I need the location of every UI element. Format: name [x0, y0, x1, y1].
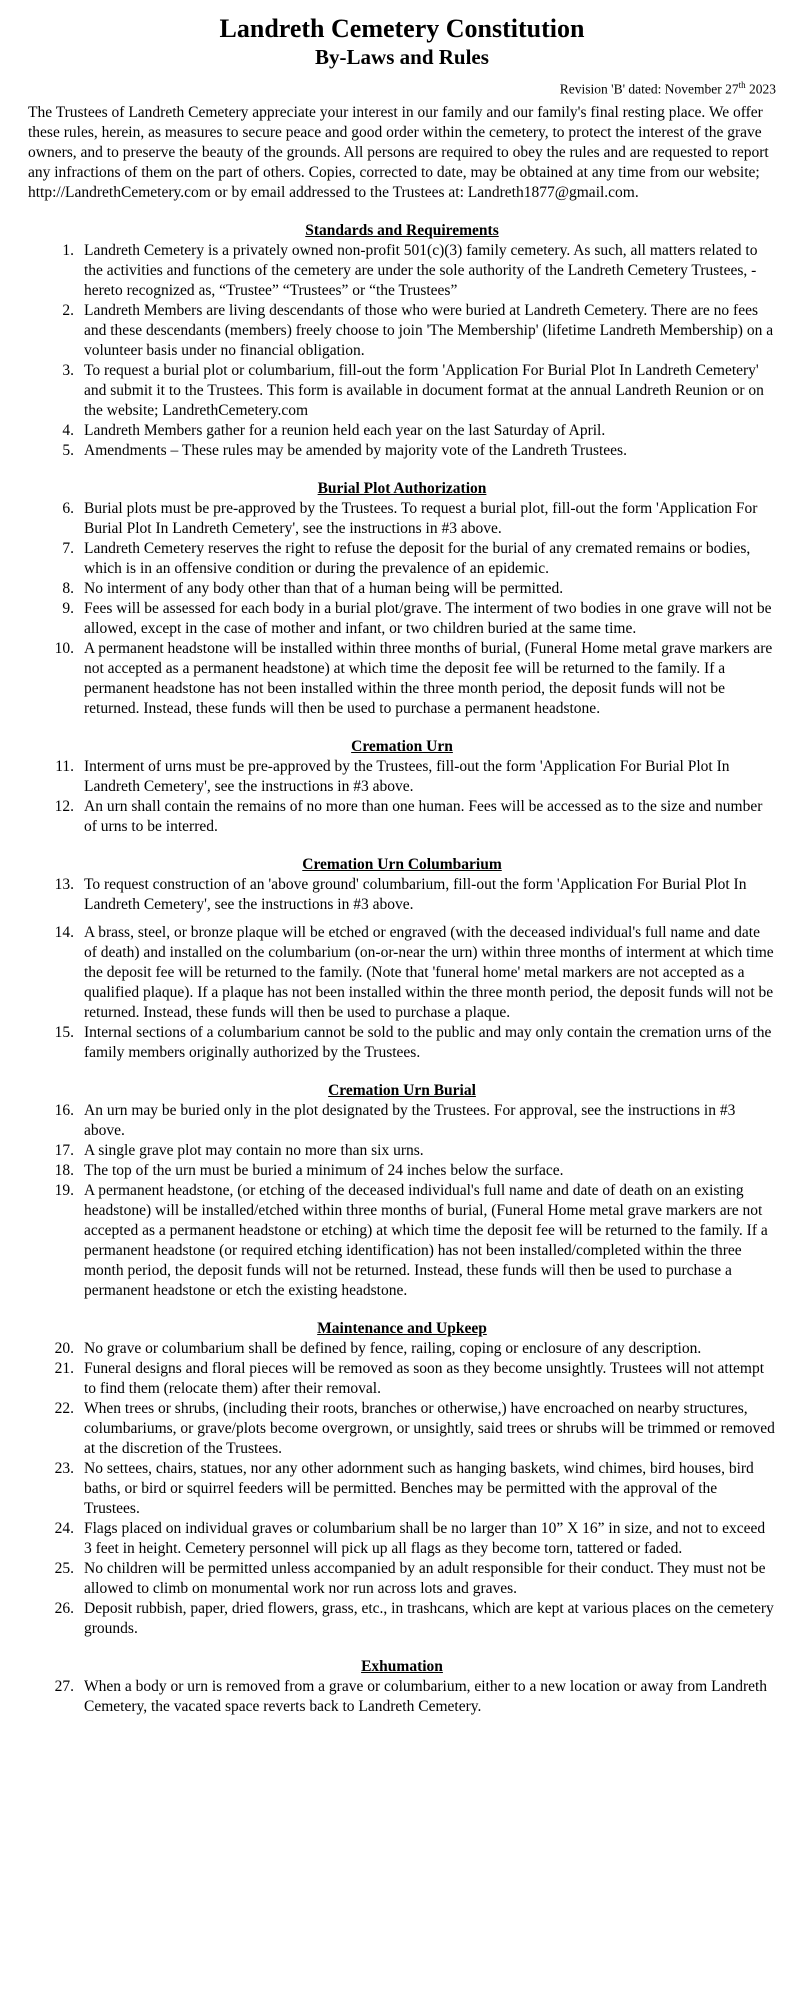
rule-item [28, 639, 776, 719]
rule-number: 24. [54, 1519, 74, 1537]
rule-text: An urn may be buried only in the plot designated by the Trustees. For approval, see the instructions in #3 above. [84, 1101, 736, 1139]
rule-item [28, 301, 776, 361]
revision-year: 2023 [745, 81, 776, 97]
rule-text: Funeral designs and floral pieces will be removed as soon as they become unsightly. Trustees will not attempt to find them (relocate them) after their removal. [84, 1359, 765, 1397]
revision-line [28, 76, 776, 99]
rule-number: 19. [54, 1181, 74, 1199]
rule-text: Flags placed on individual graves or columbarium shall be no larger than 10” X 16” in size, and not to exceed 3 feet in height. Cemetery personnel will pick up all flags as they become torn, tattered or faded. [84, 1519, 766, 1557]
rule-number: 10. [54, 639, 74, 657]
rules-list [28, 1101, 776, 1301]
rule-number: 11. [55, 757, 74, 775]
rule-text: Interment of urns must be pre-approved by the Trustees, fill-out the form 'Application For Burial Plot In Landreth Cemetery', see the instructions in #3 above. [84, 757, 730, 795]
rule-item [28, 441, 776, 461]
rule-item [28, 579, 776, 599]
document-title: Landreth Cemetery Constitution [219, 14, 585, 43]
rule-text: Landreth Cemetery is a privately owned non-profit 501(c)(3) family cemetery. As such, all matters related to the activities and functions of the cemetery are under the sole authority of the Landreth Cemetery Trustees, - hereto recognized as, “Trustee” “Trustees” or “the Trustees” [84, 241, 758, 299]
rule-text: Deposit rubbish, paper, dried flowers, grass, etc., in trashcans, which are kept at various places on the cemetery grounds. [84, 1599, 774, 1637]
rule-item [28, 1599, 776, 1639]
rule-number: 13. [54, 875, 74, 893]
rule-item [28, 1359, 776, 1399]
rule-item [28, 1559, 776, 1599]
rule-item [28, 1023, 776, 1063]
rule-number: 17. [54, 1141, 74, 1159]
rule-item [28, 1677, 776, 1717]
revision-text: Revision 'B' dated: November 27 [559, 81, 739, 97]
rule-text: A brass, steel, or bronze plaque will be etched or engraved (with the deceased individual's full name and date of death) and installed on the columbarium (on-or-near the urn) within three months of interment at which time the deposit fee will be returned to the family. (Note that 'funeral home' metal markers are not accepted as a qualified plaque). If a plaque has not been installed within the three month period, the deposit funds will not be returned. Instead, these funds will then be used to purchase a plaque. [84, 923, 774, 1021]
rule-text: A permanent headstone, (or etching of the deceased individual's full name and date of death on an existing headstone) will be installed/etched within three months of burial, (Funeral Home metal grave markers are not accepted as a permanent headstone or etching) at which time the deposit fee will be returned to the family. If a permanent headstone (or required etching identification) has not been installed/completed within the three month period, the deposit funds will not be returned. Instead, these funds will then be used to purchase a permanent headstone or etch the existing headstone. [84, 1181, 768, 1299]
rule-text: When a body or urn is removed from a grave or columbarium, either to a new location or away from Landreth Cemetery, the vacated space reverts back to Landreth Cemetery. [84, 1677, 768, 1715]
rule-number: 14. [54, 923, 74, 941]
rule-number: 20. [54, 1339, 74, 1357]
rule-text: Landreth Members are living descendants of those who were buried at Landreth Cemetery. There are no fees and these descendants (members) freely choose to join 'The Membership' (lifetime Landreth Membership) on a volunteer basis under no financial obligation. [84, 301, 774, 359]
rule-item [28, 1399, 776, 1459]
section-heading: Maintenance and Upkeep [317, 1319, 487, 1337]
rule-text: Burial plots must be pre-approved by the Trustees. To request a burial plot, fill-out the form 'Application For Burial Plot In Landreth Cemetery', see the instructions in #3 above. [84, 499, 758, 537]
rule-item [28, 1101, 776, 1141]
rule-text: Landreth Cemetery reserves the right to refuse the deposit for the burial of any cremated remains or bodies, which is in an offensive condition or during the prevalence of an epidemic. [84, 539, 751, 577]
rule-text: Internal sections of a columbarium cannot be sold to the public and may only contain the cremation urns of the family members originally authorized by the Trustees. [84, 1023, 772, 1061]
revision-superscript: th [738, 80, 746, 90]
rule-number: 25. [54, 1559, 74, 1577]
rule-number: 27. [54, 1677, 74, 1695]
sections-container [28, 221, 776, 1717]
rule-number: 21. [54, 1359, 74, 1377]
document-subtitle: By-Laws and Rules [315, 45, 489, 69]
section-heading: Cremation Urn Columbarium [302, 855, 502, 873]
rule-number: 5. [62, 441, 74, 459]
rule-item [28, 1161, 776, 1181]
rules-list [28, 757, 776, 837]
rule-text: Fees will be assessed for each body in a burial plot/grave. The interment of two bodies in one grave will not be allowed, except in the case of mother and infant, or two children buried at the same time. [84, 599, 772, 637]
rule-number: 7. [62, 539, 74, 557]
rules-list [28, 241, 776, 461]
rule-item [28, 361, 776, 421]
section-heading: Cremation Urn Burial [328, 1081, 476, 1099]
rule-item [28, 757, 776, 797]
rule-number: 12. [54, 797, 74, 815]
rule-number: 22. [54, 1399, 74, 1417]
rule-text: A permanent headstone will be installed within three months of burial, (Funeral Home metal grave markers are not accepted as a permanent headstone) at which time the deposit fee will be returned to the family. If a permanent headstone has not been installed within the three month period, the deposit funds will not be returned. Instead, these funds will then be used to purchase a permanent headstone. [84, 639, 773, 717]
rule-text: To request construction of an 'above ground' columbarium, fill-out the form 'Application For Burial Plot In Landreth Cemetery', see the instructions in #3 above. [84, 875, 747, 913]
section-heading: Standards and Requirements [305, 221, 499, 239]
rules-list [28, 875, 776, 1063]
section-heading: Cremation Urn [351, 737, 453, 755]
rule-number: 6. [62, 499, 74, 517]
rule-number: 16. [54, 1101, 74, 1119]
rule-text: A single grave plot may contain no more than six urns. [84, 1141, 424, 1159]
rule-number: 18. [54, 1161, 74, 1179]
rule-item [28, 499, 776, 539]
rule-item [28, 1141, 776, 1161]
rule-number: 1. [62, 241, 74, 259]
rule-text: No interment of any body other than that of a human being will be permitted. [84, 579, 564, 597]
rules-list [28, 499, 776, 719]
intro-paragraph: The Trustees of Landreth Cemetery appreciate your interest in our family and our family's final resting place. We offer these rules, herein, as measures to secure peace and good order within the cemetery, to protect the interest of the grave owners, and to preserve the beauty of the grounds. All persons are required to obey the rules and are requested to report any infractions of them on the part of others. Copies, corrected to date, may be obtained at any time from our website; http://LandrethCemetery.com or by email addressed to the Trustees at: Landreth1877@gmail.com. [28, 103, 769, 201]
rule-item [28, 599, 776, 639]
rule-text: When trees or shrubs, (including their roots, branches or otherwise,) have encroached on nearby structures, columbariums, or grave/plots become overgrown, or unsightly, said trees or shrubs will be trimmed or removed at the discretion of the Trustees. [84, 1399, 775, 1457]
rule-text: Landreth Members gather for a reunion held each year on the last Saturday of April. [84, 421, 606, 439]
rule-item [28, 923, 776, 1023]
rule-number: 26. [54, 1599, 74, 1617]
rule-text: No settees, chairs, statues, nor any other adornment such as hanging baskets, wind chimes, bird houses, bird baths, or bird or squirrel feeders will be permitted. Benches may be permitted with the approval of the Trustees. [84, 1459, 754, 1517]
rule-number: 2. [62, 301, 74, 319]
rules-list [28, 1339, 776, 1639]
rule-item [28, 1519, 776, 1559]
rule-number: 3. [62, 361, 74, 379]
rule-item [28, 875, 776, 915]
section-heading: Exhumation [361, 1657, 443, 1675]
rule-item [28, 241, 776, 301]
rule-item [28, 1459, 776, 1519]
rule-item [28, 797, 776, 837]
rule-number: 8. [62, 579, 74, 597]
rules-list [28, 1677, 776, 1717]
rule-number: 4. [62, 421, 74, 439]
rule-item [28, 421, 776, 441]
rule-number: 9. [62, 599, 74, 617]
rule-item [28, 1181, 776, 1301]
rule-text: An urn shall contain the remains of no more than one human. Fees will be accessed as to the size and number of urns to be interred. [84, 797, 763, 835]
rule-text: To request a burial plot or columbarium, fill-out the form 'Application For Burial Plot In Landreth Cemetery' and submit it to the Trustees. This form is available in document format at the annual Landreth Reunion or on the website; LandrethCemetery.com [84, 361, 764, 419]
rule-number: 15. [54, 1023, 74, 1041]
rule-text: No grave or columbarium shall be defined by fence, railing, coping or enclosure of any description. [84, 1339, 702, 1357]
rule-number: 23. [54, 1459, 74, 1477]
rule-item [28, 539, 776, 579]
section-heading: Burial Plot Authorization [317, 479, 487, 497]
rule-item [28, 1339, 776, 1359]
rule-text: The top of the urn must be buried a minimum of 24 inches below the surface. [84, 1161, 564, 1179]
rule-text: No children will be permitted unless accompanied by an adult responsible for their conduct. They must not be allowed to climb on monumental work nor run across lots and graves. [84, 1559, 766, 1597]
rule-text: Amendments – These rules may be amended by majority vote of the Landreth Trustees. [84, 441, 627, 459]
